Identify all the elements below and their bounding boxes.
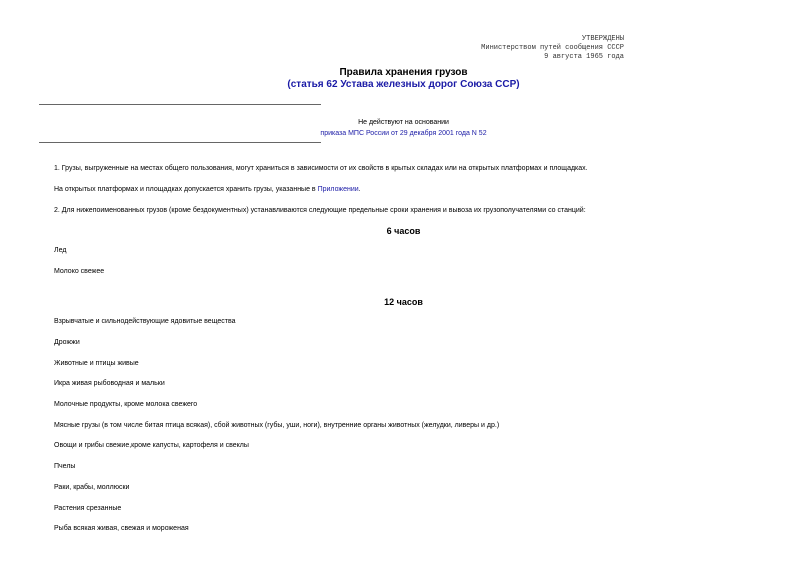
document-title: Правила хранения грузов: [339, 67, 468, 78]
notice-order-link[interactable]: приказа МПС России от 29 декабря 2001 года N 52: [320, 130, 487, 137]
approval-line-3: 9 августа 1965 года: [544, 53, 624, 61]
list-item: Икра живая рыбоводная и мальки: [54, 380, 165, 387]
notice-text: Не действуют на основании: [358, 119, 449, 126]
document-subtitle: (статья 62 Устава железных дорог Союза ССР): [287, 79, 520, 90]
list-item: Овощи и грибы свежие,кроме капусты, картофеля и свеклы: [54, 442, 249, 449]
paragraph-2: [54, 185, 361, 194]
paragraph-2-text: На открытых платформах и площадках допускается хранить грузы, указанные в: [54, 186, 318, 193]
paragraph-1: 1. Грузы, выгруженные на местах общего пользования, могут храниться в зависимости от их свойств в крытых складах или на открытых платформах и площадках.: [54, 165, 588, 172]
list-item: Молоко свежее: [54, 268, 105, 275]
list-item: Дрожжи: [54, 339, 80, 346]
divider-top: [39, 104, 321, 105]
document-header: [0, 67, 807, 91]
list-item: Молочные продукты, кроме молока свежего: [54, 401, 198, 408]
list-item: Пчелы: [54, 463, 76, 470]
divider-bottom: [39, 142, 321, 143]
paragraph-3: 2. Для нижепоименованных грузов (кроме бездокументных) устанавливаются следующие предельные сроки хранения и вывоза их грузополучателями со станций:: [54, 207, 586, 214]
list-item: Рыба всякая живая, свежая и мороженая: [54, 525, 189, 532]
list-item: Мясные грузы (в том числе битая птица всякая), сбой животных (губы, уши, ноги), внутренние органы животных (желудки, ливеры и др.): [54, 422, 500, 429]
approval-line-1: УТВЕРЖДЕНЫ: [581, 35, 624, 43]
status-notice: [0, 117, 807, 139]
list-item: Взрывчатые и сильнодействующие ядовитые вещества: [54, 318, 236, 325]
list-item: Раки, крабы, моллюски: [54, 484, 130, 491]
section-heading-6h: 6 часов: [386, 226, 421, 236]
list-item: Растения срезанные: [54, 505, 122, 512]
paragraph-2-end: .: [358, 186, 361, 193]
list-item: Животные и птицы живые: [54, 360, 139, 367]
section-heading-12h: 12 часов: [384, 297, 423, 307]
appendix-link[interactable]: Приложении: [317, 186, 359, 193]
approval-line-2: Министерством путей сообщения СССР: [481, 44, 624, 52]
list-item: Лед: [54, 247, 67, 254]
approval-stamp: [481, 35, 624, 62]
